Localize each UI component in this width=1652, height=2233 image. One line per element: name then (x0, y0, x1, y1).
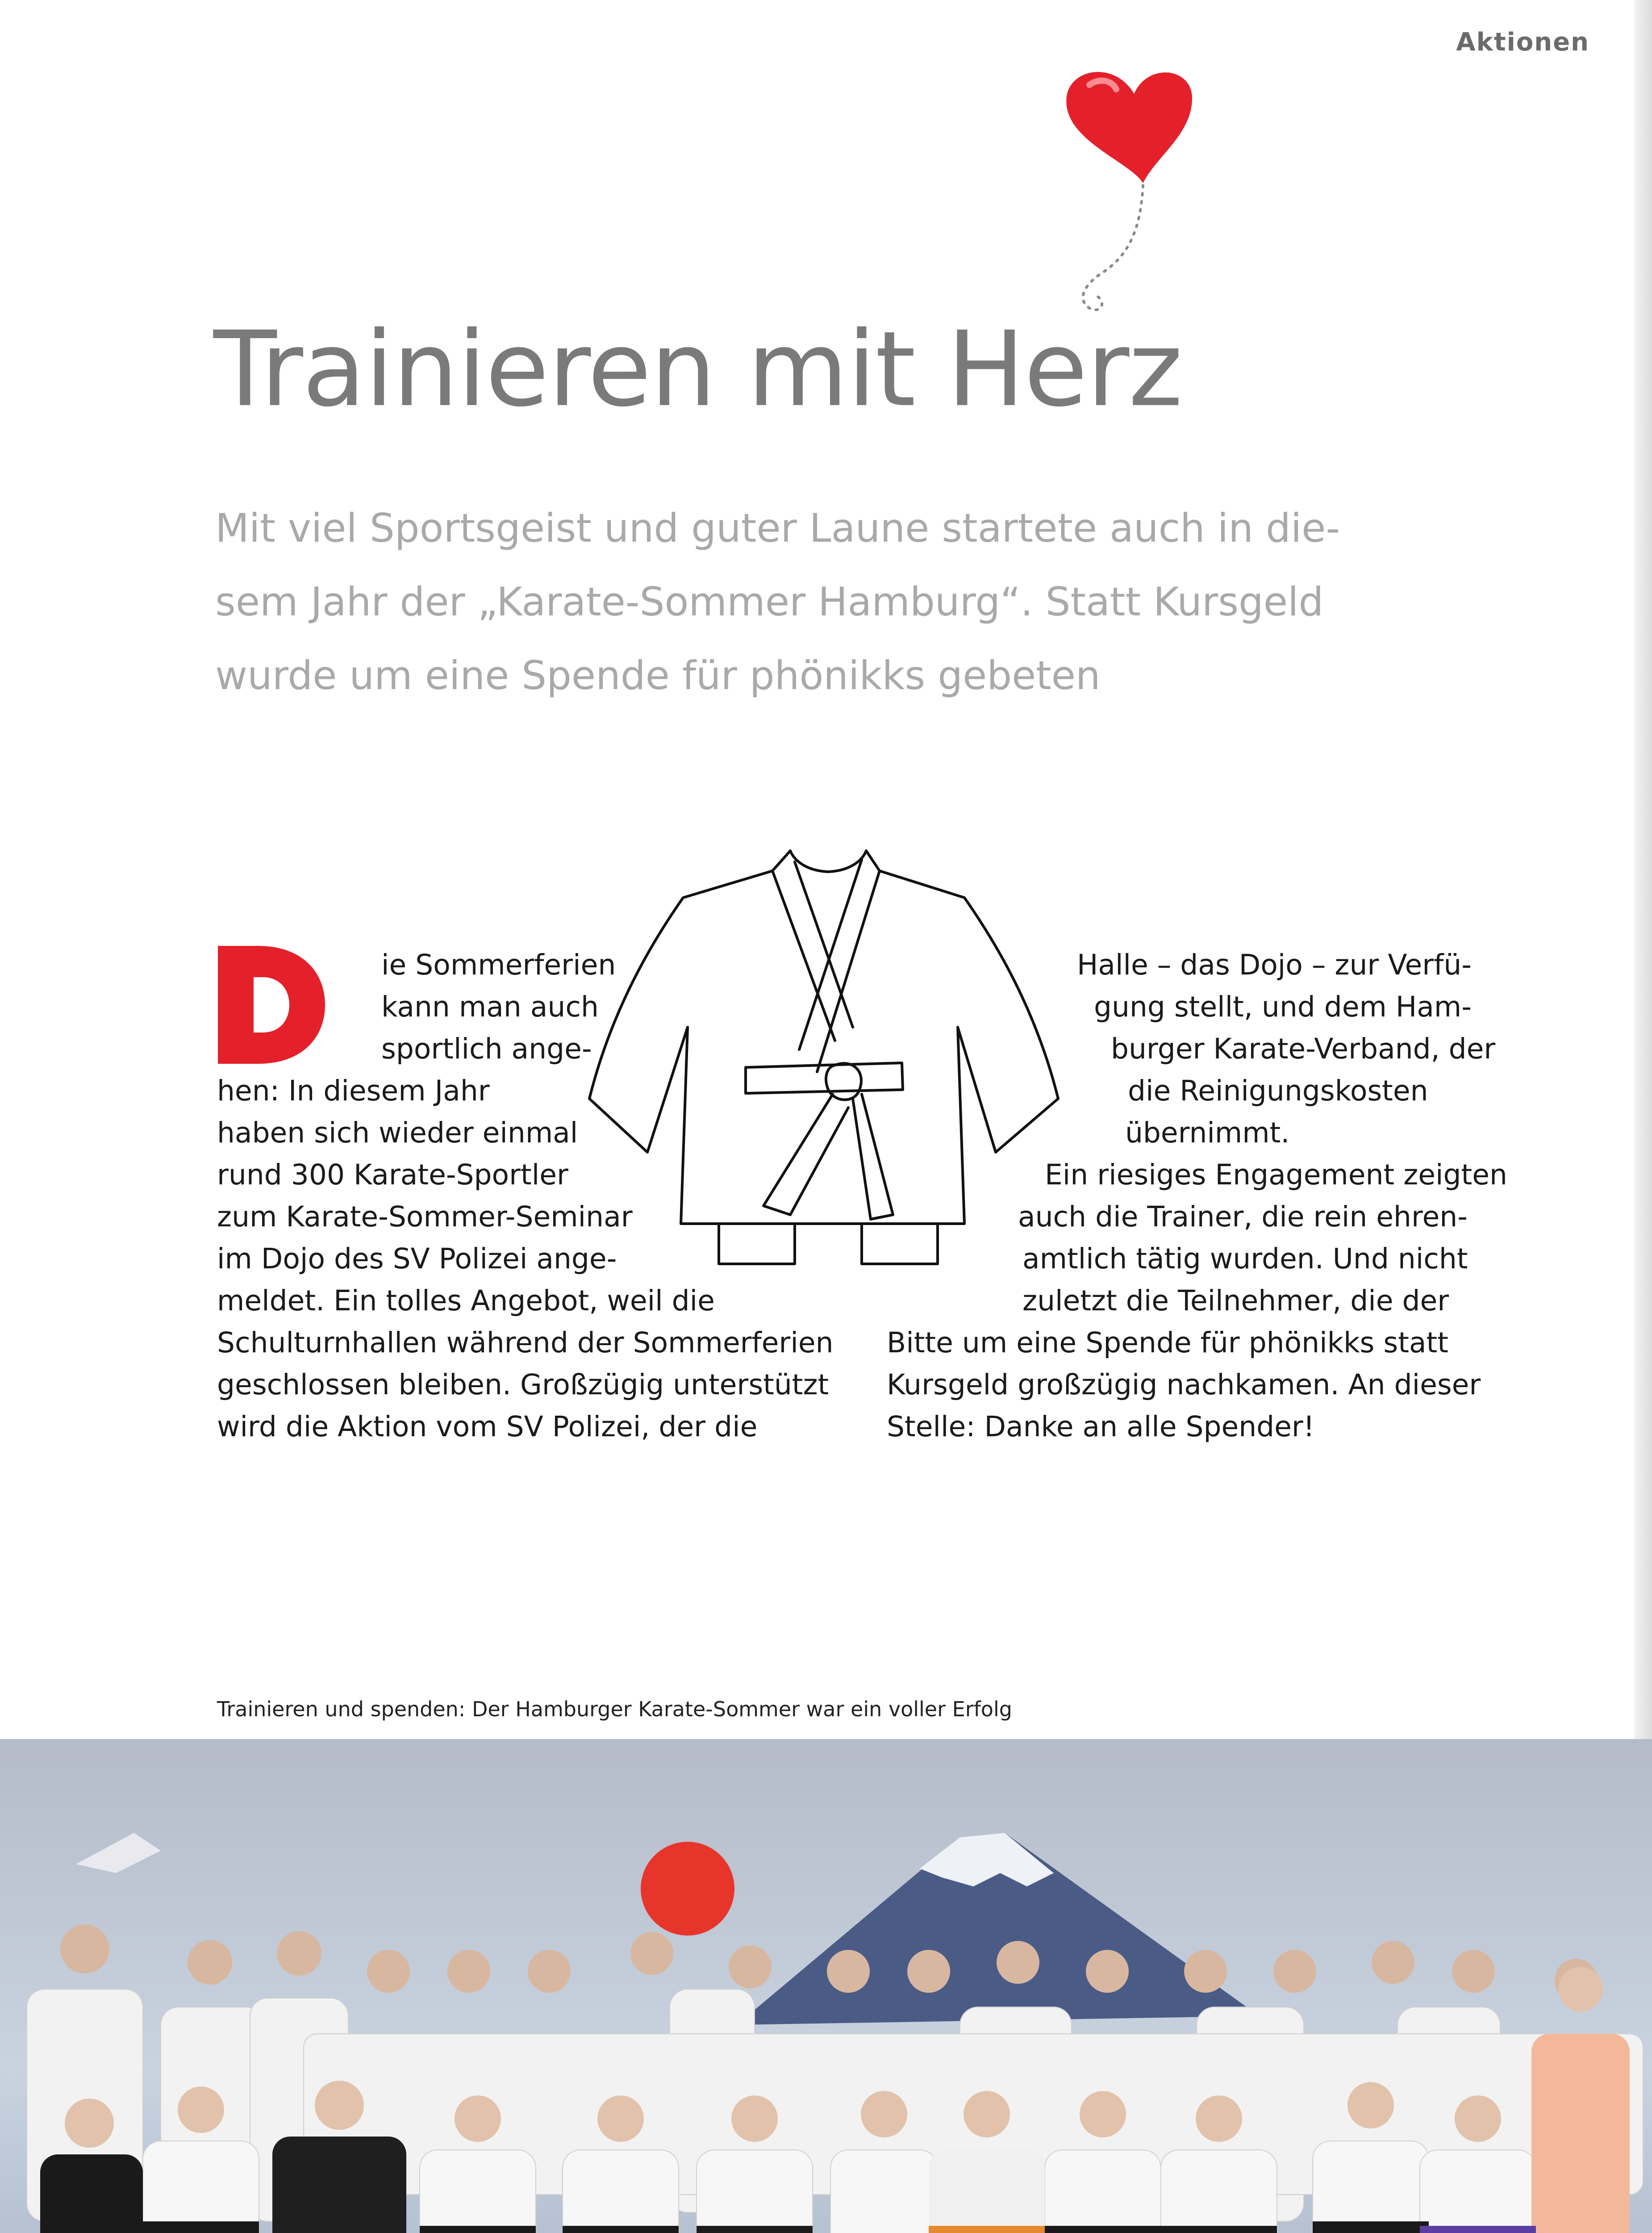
text-line: gung stellt, und dem Ham- (1094, 991, 1472, 1023)
text-line: hen: In diesem Jahr (217, 1075, 490, 1107)
text-line: rund 300 Karate-Sportler (217, 1158, 568, 1191)
lead-line: wurde um eine Spende für phönikks gebeten (215, 652, 1101, 698)
group-photo (0, 1739, 1652, 2233)
article-column-left (217, 944, 834, 1448)
text-line: Halle – das Dojo – zur Verfü- (1077, 949, 1472, 981)
text-line: kann man auch (381, 991, 599, 1023)
text-line: ie Sommerferien (381, 949, 616, 981)
text-line: Schulturnhallen während der Sommerferien (217, 1326, 834, 1359)
text-line: Stelle: Danke an alle Spender! (887, 1410, 1315, 1443)
text-line: sportlich ange- (381, 1033, 592, 1065)
lead-line: sem Jahr der „Karate-Sommer Hamburg“. Statt Kursgeld (215, 579, 1324, 625)
text-line: wird die Aktion vom SV Polizei, der die (217, 1410, 758, 1443)
section-label: Aktionen (1456, 28, 1589, 57)
text-line: burger Karate-Verband, der (1111, 1033, 1496, 1065)
text-line: auch die Trainer, die rein ehren- (1018, 1200, 1468, 1233)
text-line: Bitte um eine Spende für phönikks statt (887, 1326, 1448, 1359)
lead-line: Mit viel Sportsgeist und guter Laune startete auch in die- (215, 505, 1340, 551)
text-line: im Dojo des SV Polizei ange- (217, 1242, 617, 1275)
article-column-right (875, 944, 1507, 1448)
text-line: meldet. Ein tolles Angebot, weil die (217, 1284, 715, 1317)
text-line: amtlich tätig wurden. Und nicht (1022, 1242, 1468, 1275)
text-line: zum Karate-Sommer-Seminar (217, 1200, 633, 1233)
text-line: übernimmt. (1125, 1116, 1290, 1149)
group-photo-illustration (0, 1739, 1652, 2233)
text-line: geschlossen bleiben. Großzügig unterstützt (217, 1368, 829, 1401)
text-line: haben sich wieder einmal (217, 1116, 578, 1149)
photo-caption: Trainieren und spenden: Der Hamburger Karate-Sommer war ein voller Erfolg (217, 1697, 1012, 1721)
text-line: Kursgeld großzügig nachkamen. An dieser (887, 1368, 1481, 1401)
text-line: die Reinigungskosten (1128, 1075, 1428, 1107)
article-title: Trainieren mit Herz (213, 309, 1182, 430)
heart-balloon-icon (1040, 58, 1264, 344)
article-lead (215, 491, 1421, 712)
text-line: zuletzt die Teilnehmer, die der (1022, 1284, 1449, 1317)
text-line: Ein riesiges Engagement zeigten (1045, 1158, 1507, 1191)
